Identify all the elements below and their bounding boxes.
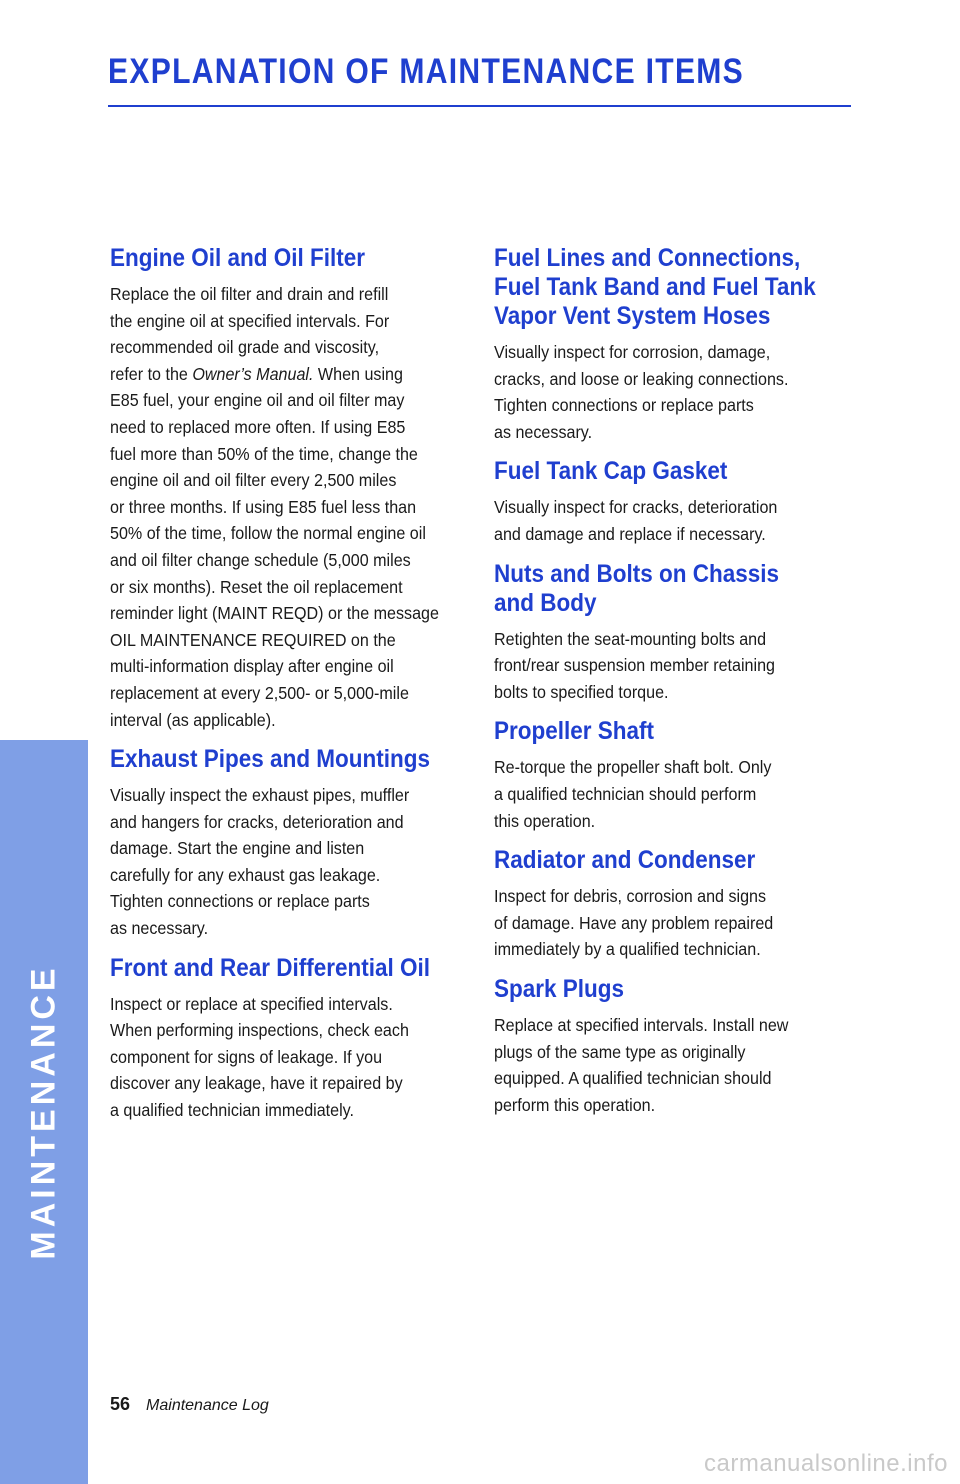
section-body: Replace at specified intervals. Install new plugs of the same type as originally equipped. A qualified technician should perform this operation.: [494, 1014, 789, 1115]
page-number: 56: [110, 1394, 131, 1414]
page-title: EXPLANATION OF MAINTENANCE ITEMS: [108, 52, 745, 91]
section-spark-plugs: [494, 975, 854, 1118]
section-heading: Spark Plugs: [494, 974, 625, 1003]
section-heading: Radiator and Condenser: [494, 846, 756, 875]
left-column: [110, 244, 470, 1136]
right-column: [494, 244, 854, 1130]
section-heading: Exhaust Pipes and Mountings: [110, 745, 431, 774]
watermark: carmanualsonline.info: [704, 1450, 948, 1477]
owners-manual-reference: Owner’s Manual.: [192, 363, 314, 384]
section-fuel-lines: [494, 244, 854, 445]
section-heading: Fuel Lines and Connections, Fuel Tank Band and Fuel Tank Vapor Vent System Hoses: [494, 244, 816, 330]
section-heading: Engine Oil and Oil Filter: [110, 244, 366, 272]
section-propeller-shaft: [494, 717, 854, 834]
section-body: Inspect for debris, corrosion and signs of damage. Have any problem repaired immediately by a qualified technician.: [494, 886, 774, 960]
section-differential-oil: [110, 954, 470, 1124]
section-exhaust-pipes: [110, 745, 470, 942]
side-tab-label: MAINTENANCE: [24, 964, 63, 1260]
section-heading: Fuel Tank Cap Gasket: [494, 457, 728, 486]
section-body: Retighten the seat-mounting bolts and front/rear suspension member retaining bolts to specified torque.: [494, 628, 776, 702]
section-radiator: [494, 846, 854, 963]
title-divider: [108, 105, 851, 107]
section-engine-oil: [110, 244, 470, 733]
section-body: Inspect or replace at specified intervals. When performing inspections, check each component for signs of leakage. If you discover any leakage, have it repaired by a qualified technician immediately.: [110, 993, 409, 1121]
section-body: [110, 281, 469, 733]
section-body: Re-torque the propeller shaft bolt. Only a qualified technician should perform this operation.: [494, 757, 772, 831]
section-heading: Propeller Shaft: [494, 717, 655, 746]
section-body-text: Replace the oil filter and drain and refill the engine oil at specified intervals. For recommended oil grade and viscosity, refer to the: [110, 284, 390, 384]
section-body: Visually inspect for corrosion, damage, cracks, and loose or leaking connections. Tighten connections or replace parts as necessary.: [494, 342, 789, 442]
page-footer: [110, 1394, 269, 1415]
section-body: Visually inspect for cracks, deterioration and damage and replace if necessary.: [494, 497, 778, 544]
section-nuts-bolts: [494, 560, 854, 706]
footer-label: Maintenance Log: [146, 1397, 269, 1414]
section-fuel-tank-cap: [494, 457, 854, 547]
section-body: Visually inspect the exhaust pipes, muffler and hangers for cracks, deterioration and damage. Start the engine and listen carefully for any exhaust gas leakage. Tighten connections or replace parts as necessary.: [110, 785, 410, 939]
section-body-text: When using E85 fuel, your engine oil and oil filter may need to replaced more often. If using E85 fuel more than 50% of the time, change the engine oil and oil filter every 2,500 miles or three months. If using E85 fuel less than 50% of the time, follow the normal engine oil and oil filter change schedule (5,000 miles or six months). Reset the oil replacement reminder light (MAINT REQD) or the message OIL MAINTENANCE REQUIRED on the multi-information display after engine oil replacement at every 2,500- or 5,000-mile interval (as applicable).: [110, 363, 439, 730]
section-heading: Nuts and Bolts on Chassis and Body: [494, 559, 780, 617]
section-heading: Front and Rear Differential Oil: [110, 953, 431, 982]
